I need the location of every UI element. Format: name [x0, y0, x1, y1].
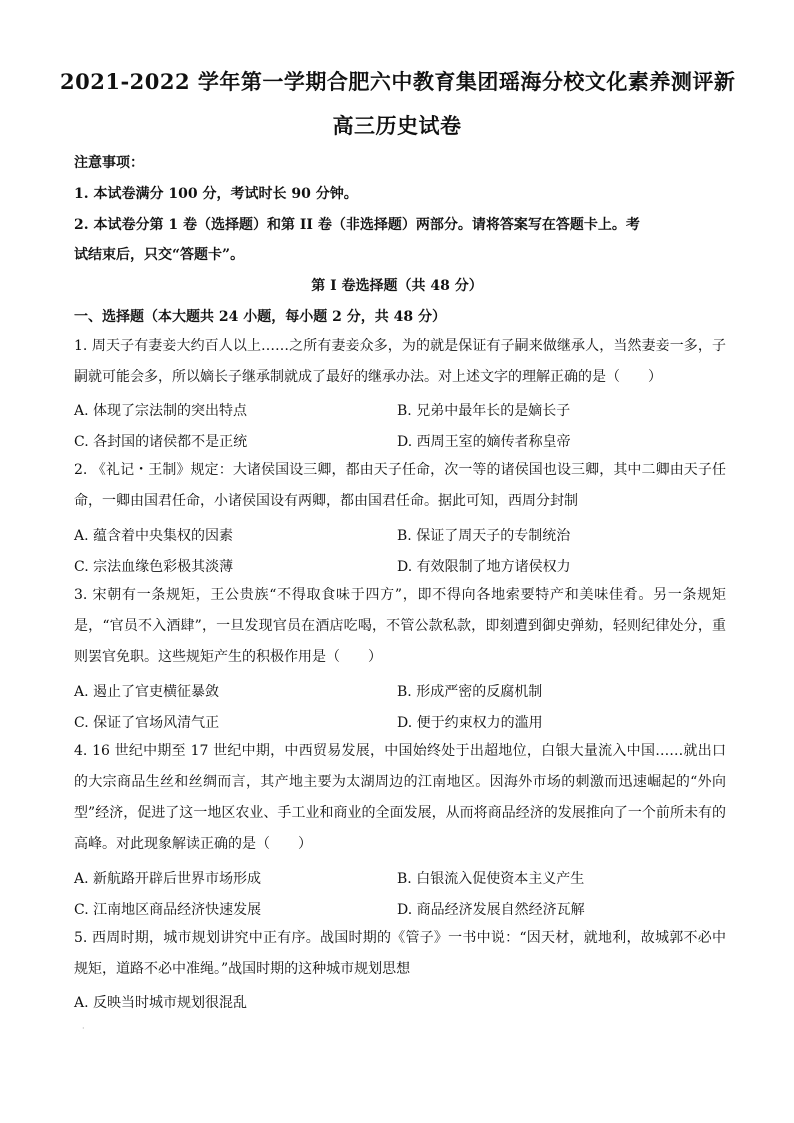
question-2-option-a: A. 蕴含着中央集权的因素	[74, 528, 234, 544]
question-3-option-c: C. 保证了官场风清气正	[74, 715, 220, 731]
question-4-option-a: A. 新航路开辟后世界市场形成	[74, 871, 262, 887]
exam-title-line2: 高三历史试卷	[332, 113, 462, 138]
question-2-option-b: B. 保证了周天子的专制统治	[397, 528, 571, 544]
question-4-option-c: C. 江南地区商品经济快速发展	[74, 902, 262, 918]
stray-mark: ·	[82, 1024, 85, 1033]
notes-item-1: 1. 本试卷满分 100 分，考试时长 90 分钟。	[74, 186, 358, 202]
question-2-option-c: C. 宗法血缘色彩极其淡薄	[74, 559, 234, 575]
question-1-option-d: D. 西周王室的嫡传者称皇帝	[397, 434, 571, 450]
question-1-option-c: C. 各封国的诸侯都不是正统	[74, 434, 248, 450]
question-2-option-d: D. 有效限制了地方诸侯权力	[397, 559, 571, 575]
question-2-stem: 2. 《礼记・王制》规定：大诸侯国设三卿，都由天子任命，次一等的诸侯国也设三卿，其中二卿由天子任命，一卿由国君任命，小诸侯国设有两卿，都由国君任命。据此可知，西周分封制	[74, 462, 726, 509]
question-3-option-b: B. 形成严密的反腐机制	[397, 684, 543, 700]
notes-item-2-line1: 2. 本试卷分第 1 卷（选择题）和第 II 卷（非选择题）两部分。请将答案写在答题卡上。考	[74, 217, 640, 233]
question-4-option-b: B. 白银流入促使资本主义产生	[397, 871, 585, 887]
question-1-option-b: B. 兄弟中最年长的是嫡长子	[397, 403, 571, 419]
question-3-option-d: D. 便于约束权力的滥用	[397, 715, 543, 731]
question-5-option-a: A. 反映当时城市规划很混乱	[74, 995, 248, 1011]
notes-item-2-line2: 试结束后，只交“答题卡”。	[74, 247, 245, 263]
section-heading: 一、选择题（本大题共 24 小题，每小题 2 分，共 48 分）	[74, 309, 446, 325]
section-title: 第 I 卷选择题（共 48 分）	[311, 278, 483, 294]
question-5-stem: 5. 西周时期，城市规划讲究中正有序。战国时期的《管子》一书中说：“因天材，就地利，故城郭不必中规矩，道路不必中准绳。”战国时期的这种城市规划思想	[74, 930, 726, 977]
question-1-option-a: A. 体现了宗法制的突出特点	[74, 403, 248, 419]
notes-heading: 注意事项：	[74, 155, 144, 171]
question-3-stem: 3. 宋朝有一条规矩，王公贵族“不得取食味于四方”，即不得向各地索要特产和美味佳肴。另一条规矩是，“官员不入酒肆”，一旦发现官员在酒店吃喝，不管公款私款，即刻遭到御史弹劾，轻则纪律处分，重则罢官免职。这些规矩产生的积极作用是（ ）	[74, 587, 726, 665]
question-1-stem: 1. 周天子有妻妾大约百人以上……之所有妻妾众多，为的就是保证有子嗣来做继承人，当然妻妾一多，子嗣就可能会多，所以嫡长子继承制就成了最好的继承办法。对上述文字的理解正确的是（ ）	[74, 338, 726, 385]
question-4-stem: 4. 16 世纪中期至 17 世纪中期，中西贸易发展，中国始终处于出超地位，白银大量流入中国……就出口的大宗商品生丝和丝绸而言，其产地主要为太湖周边的江南地区。因海外市场的刺激而迅速崛起的“外向型”经济，促进了这一地区农业、手工业和商业的全面发展，从而将商品经济的发展推向了一个前所未有的高峰。对此现象解读正确的是（ ）	[74, 743, 726, 852]
question-3-option-a: A. 遏止了官吏横征暴敛	[74, 684, 220, 700]
question-4-option-d: D. 商品经济发展自然经济瓦解	[397, 902, 585, 918]
exam-title-line1: 2021-2022 学年第一学期合肥六中教育集团瑶海分校文化素养测评新	[60, 69, 736, 94]
